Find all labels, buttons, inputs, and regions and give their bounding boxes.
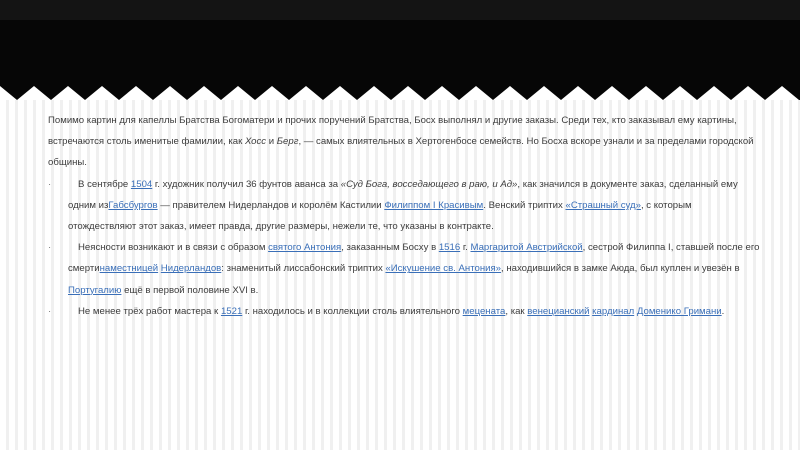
bullet-marker: · (48, 178, 52, 190)
link-portugal[interactable]: Португалию (68, 284, 122, 296)
family-name-hoss: Хосс (244, 136, 267, 148)
item-text: В сентябре (78, 178, 131, 190)
item-text: , находившийся в замке Аюда, был куплен и увезён в (501, 263, 740, 275)
link-margaret-of-austria[interactable]: Маргаритой Австрийской (470, 242, 583, 254)
link-1521[interactable]: 1521 (220, 305, 243, 317)
family-name-berg: Берг (276, 136, 299, 148)
link-domenico-grimani[interactable]: Доменико Гримани (636, 305, 722, 317)
link-governor[interactable]: наместницей (99, 263, 159, 275)
item-text: ещё в первой половине XVI в. (121, 284, 259, 296)
link-patron[interactable]: мецената (462, 305, 506, 317)
link-cardinal[interactable]: кардинал (592, 305, 635, 317)
intro-text: и (266, 136, 277, 148)
link-habsburgs[interactable]: Габсбургов (108, 199, 158, 211)
item-text: . Венский триптих (483, 199, 566, 211)
intro-text: Помимо картин для капеллы Братства Богоматери и прочих поручений Братства, Босх выполнял и другие заказы. Среди тех, кто заказывал ему картины, встречаются столь именитые фамилии, как (48, 115, 737, 148)
item-text: Не менее трёх работ мастера к (78, 305, 221, 317)
artwork-title: «Суд Бога, восседающего в раю, и Ад» (340, 178, 518, 190)
link-temptation-of-st-anthony[interactable]: «Искушение св. Антония» (385, 263, 502, 275)
item-text: г. (460, 242, 471, 254)
item-text: г. художник получил 36 фунтов аванса за (152, 178, 341, 190)
link-1516[interactable]: 1516 (438, 242, 461, 254)
list-item (48, 237, 760, 301)
text-area (48, 110, 760, 322)
slide-content (0, 100, 800, 450)
bullet-marker: · (48, 305, 52, 317)
item-text: , как (505, 305, 528, 317)
list-item (48, 174, 760, 238)
zigzag-edge (0, 70, 800, 100)
link-netherlands[interactable]: Нидерландов (160, 263, 222, 275)
item-text: Неясности возникают и в связи с образом (78, 242, 269, 254)
link-philip-the-handsome[interactable]: Филиппом I Красивым (384, 199, 484, 211)
intro-paragraph (48, 110, 760, 174)
item-text: г. находилось и в коллекции столь влиятельного (242, 305, 463, 317)
item-text: , как значился в документе заказ, сделанный ему одним из (68, 178, 738, 211)
item-text: , заказанным Босху в (341, 242, 439, 254)
item-text: , сестрой Филиппа I, ставшей после его смерти (68, 242, 760, 275)
item-text: . (721, 305, 725, 317)
link-last-judgement[interactable]: «Страшный суд» (565, 199, 641, 211)
list-item (48, 301, 760, 322)
link-saint-anthony[interactable]: святого Антония (268, 242, 342, 254)
top-band (0, 0, 800, 20)
intro-text: , — самых влиятельных в Хертогенбосе семейств. Но Босха вскоре узнали и за пределами городской общины. (48, 136, 754, 169)
item-text: — правителем Нидерландов и королём Кастилии (157, 199, 385, 211)
item-text: : знаменитый лиссабонский триптих (221, 263, 386, 275)
bullet-marker: · (48, 242, 52, 254)
item-text: , с которым отождествляют этот заказ, имеет правда, другие размеры, нежели те, что указаны в контракте. (68, 199, 692, 233)
link-1504[interactable]: 1504 (130, 178, 153, 190)
link-venetian[interactable]: венецианский (527, 305, 590, 317)
